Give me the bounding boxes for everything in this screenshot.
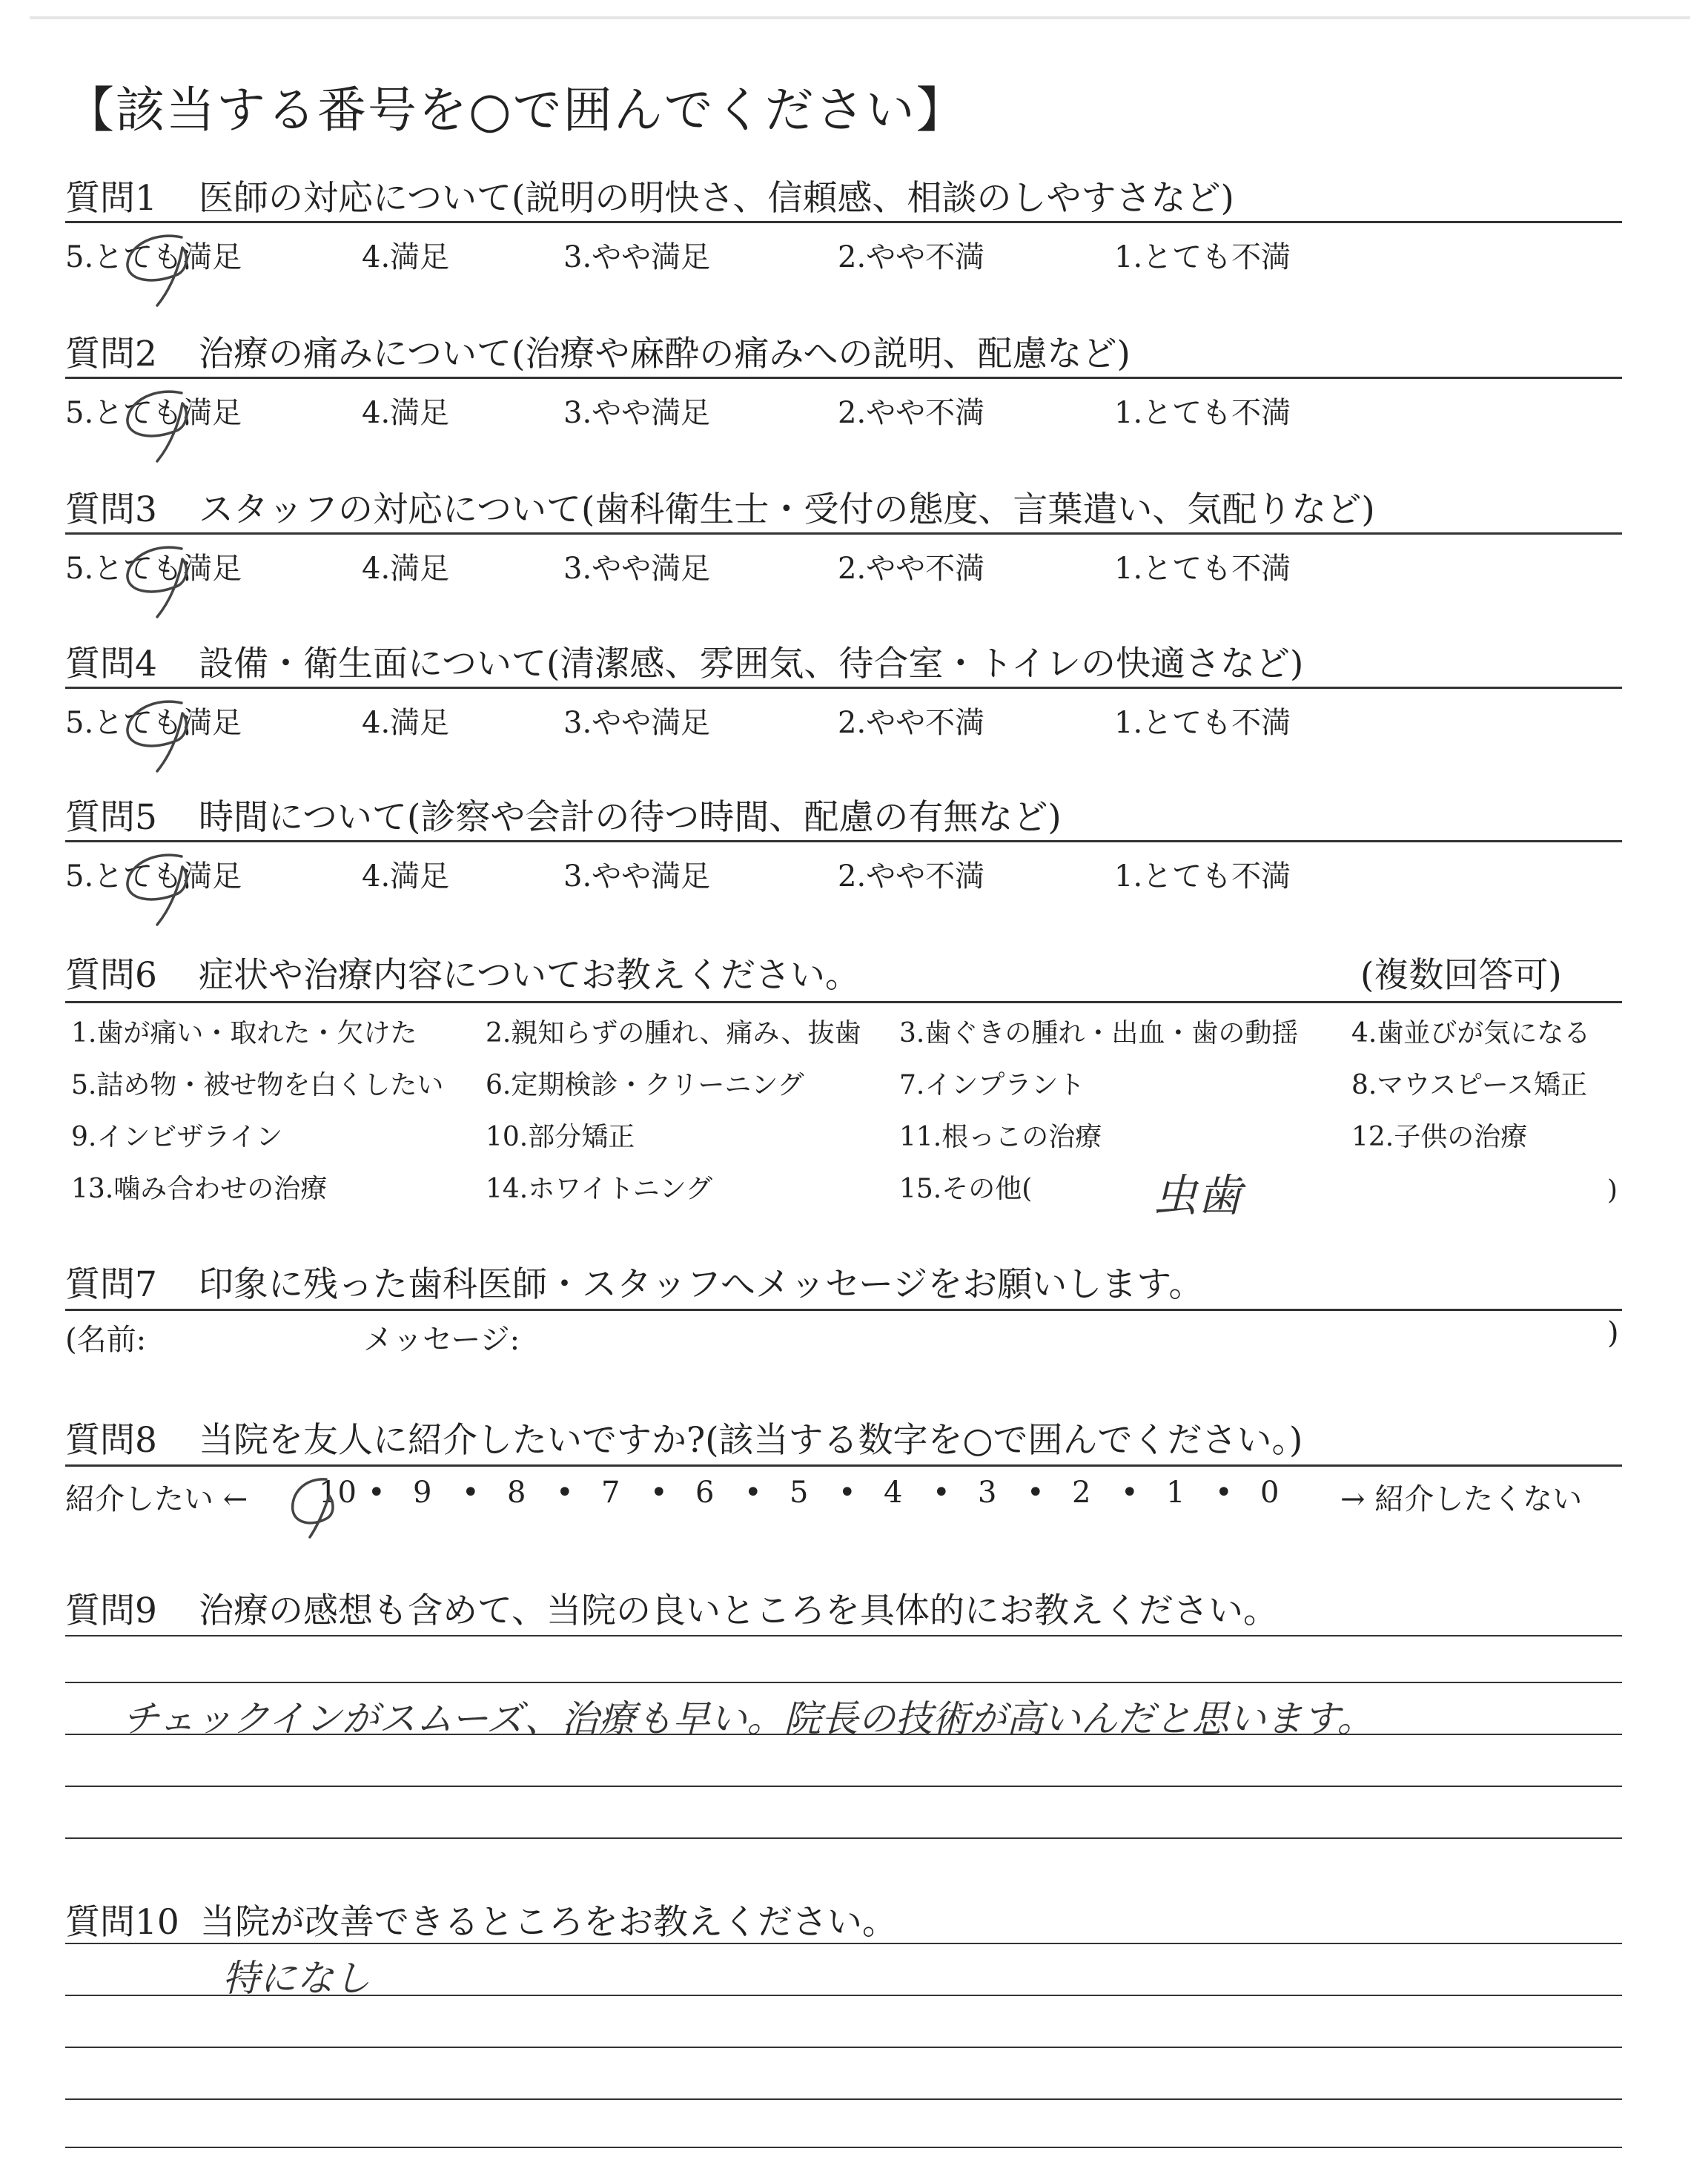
q6-option-15[interactable]: 15.その他( xyxy=(899,1174,1033,1204)
q4-option-3[interactable]: 3.やや満足 xyxy=(563,706,711,740)
q2-option-5[interactable]: 5.とても満足 xyxy=(65,396,242,430)
q5-label: 質問5 xyxy=(65,797,157,838)
q8-number-9[interactable]: 9 xyxy=(413,1476,432,1510)
q8-right-label: → 紹介したくない xyxy=(1340,1482,1583,1516)
q7-name-label: (名前: xyxy=(65,1323,147,1357)
q10-line-4 xyxy=(65,2098,1622,2100)
q6-underline xyxy=(65,1001,1622,1003)
q6-option-3[interactable]: 3.歯ぐきの腫れ・出血・歯の動揺 xyxy=(899,1018,1299,1048)
q1-option-4[interactable]: 4.満足 xyxy=(362,240,450,274)
q3-label: 質問3 xyxy=(65,489,157,530)
q6-option-13[interactable]: 13.噛み合わせの治療 xyxy=(71,1174,328,1204)
q8-separator-dot: • xyxy=(650,1476,668,1510)
q8-separator-dot: • xyxy=(838,1476,856,1510)
q8-number-4[interactable]: 4 xyxy=(884,1476,903,1510)
q5-option-5[interactable]: 5.とても満足 xyxy=(65,859,242,894)
q8-underline xyxy=(65,1464,1622,1467)
q8-number-3[interactable]: 3 xyxy=(978,1476,997,1510)
q3-option-5[interactable]: 5.とても満足 xyxy=(65,552,242,586)
q9-line-2 xyxy=(65,1682,1622,1683)
q8-separator-dot: • xyxy=(933,1476,950,1510)
q2-option-3[interactable]: 3.やや満足 xyxy=(563,396,711,430)
q8-separator-dot: • xyxy=(368,1476,385,1510)
q1-option-1[interactable]: 1.とても不満 xyxy=(1114,240,1291,274)
q6-option-4[interactable]: 4.歯並びが気になる xyxy=(1351,1018,1591,1048)
q3-underline xyxy=(65,532,1622,535)
q4-underline xyxy=(65,687,1622,689)
q8-number-5[interactable]: 5 xyxy=(790,1476,809,1510)
q1-option-2[interactable]: 2.やや不満 xyxy=(838,240,985,274)
q4-option-2[interactable]: 2.やや不満 xyxy=(838,706,985,740)
q7-message-label: メッセージ: xyxy=(363,1323,520,1357)
q8-separator-dot: • xyxy=(1215,1476,1233,1510)
q5-text: 時間について(診察や会計の待つ時間、配慮の有無など) xyxy=(199,797,1062,838)
q5-option-4[interactable]: 4.満足 xyxy=(362,859,450,894)
q2-option-4[interactable]: 4.満足 xyxy=(362,396,450,430)
q10-line-3 xyxy=(65,2047,1622,2048)
q7-text: 印象に残った歯科医師・スタッフへメッセージをお願いします。 xyxy=(199,1264,1204,1305)
q9-line-1 xyxy=(65,1635,1622,1636)
q6-option-2[interactable]: 2.親知らずの腫れ、痛み、抜歯 xyxy=(486,1018,861,1048)
q8-number-10[interactable]: 10 xyxy=(319,1476,357,1510)
q10-line-5 xyxy=(65,2147,1622,2148)
q8-selection-mark xyxy=(282,1472,348,1539)
q2-selection-mark xyxy=(111,371,208,467)
q7-close: ) xyxy=(1607,1316,1619,1350)
form-heading: 【該当する番号を○で囲んでください】 xyxy=(65,82,967,139)
q10-answer: 特になし xyxy=(222,1957,371,2000)
q9-answer: チェックインがスムーズ、治療も早い。院長の技術が高いんだと思います。 xyxy=(122,1697,1374,1740)
q1-underline xyxy=(65,221,1622,223)
q6-note: (複数回答可) xyxy=(1360,955,1562,996)
q6-option-9[interactable]: 9.インビザライン xyxy=(71,1122,283,1152)
q2-option-1[interactable]: 1.とても不満 xyxy=(1114,396,1291,430)
q5-option-2[interactable]: 2.やや不満 xyxy=(838,859,985,894)
q3-option-4[interactable]: 4.満足 xyxy=(362,552,450,586)
q8-number-6[interactable]: 6 xyxy=(695,1476,715,1510)
q3-selection-mark xyxy=(111,526,208,623)
q9-label: 質問9 xyxy=(65,1591,157,1631)
q8-number-2[interactable]: 2 xyxy=(1072,1476,1091,1510)
q2-label: 質問2 xyxy=(65,334,157,374)
q8-separator-dot: • xyxy=(556,1476,574,1510)
q6-option-12[interactable]: 12.子供の治療 xyxy=(1351,1122,1528,1152)
q3-text: スタッフの対応について(歯科衛生士・受付の態度、言葉遣い、気配りなど) xyxy=(199,489,1375,530)
q4-option-5[interactable]: 5.とても満足 xyxy=(65,706,242,740)
q4-selection-mark xyxy=(111,681,208,777)
q5-selection-mark xyxy=(111,834,208,931)
q1-text: 医師の対応について(説明の明快さ、信頼感、相談のしやすさなど) xyxy=(199,178,1234,219)
q6-other-close: ) xyxy=(1607,1175,1618,1206)
q7-label: 質問7 xyxy=(65,1264,157,1305)
q5-option-3[interactable]: 3.やや満足 xyxy=(563,859,711,894)
q6-other-answer: 虫歯 xyxy=(1153,1170,1242,1222)
q1-label: 質問1 xyxy=(65,178,157,219)
q10-label: 質問10 xyxy=(65,1902,179,1943)
q3-option-3[interactable]: 3.やや満足 xyxy=(563,552,711,586)
q10-line-1 xyxy=(65,1943,1622,1944)
q9-line-5 xyxy=(65,1837,1622,1839)
q6-label: 質問6 xyxy=(65,955,157,996)
q6-option-8[interactable]: 8.マウスピース矯正 xyxy=(1351,1070,1588,1100)
q8-number-0[interactable]: 0 xyxy=(1260,1476,1280,1510)
q1-option-5[interactable]: 5.とても満足 xyxy=(65,240,242,274)
q8-label: 質問8 xyxy=(65,1420,157,1461)
q8-separator-dot: • xyxy=(462,1476,480,1510)
q6-option-7[interactable]: 7.インプラント xyxy=(899,1070,1085,1100)
q2-text: 治療の痛みについて(治療や麻酔の痛みへの説明、配慮など) xyxy=(199,334,1131,374)
q4-option-4[interactable]: 4.満足 xyxy=(362,706,450,740)
q6-option-1[interactable]: 1.歯が痛い・取れた・欠けた xyxy=(71,1018,417,1048)
q3-option-1[interactable]: 1.とても不満 xyxy=(1114,552,1291,586)
q8-number-8[interactable]: 8 xyxy=(507,1476,526,1510)
q6-option-5[interactable]: 5.詰め物・被せ物を白くしたい xyxy=(71,1070,444,1100)
q9-text: 治療の感想も含めて、当院の良いところを具体的にお教えください。 xyxy=(199,1591,1279,1631)
q8-separator-dot: • xyxy=(1027,1476,1045,1510)
q4-option-1[interactable]: 1.とても不満 xyxy=(1114,706,1291,740)
q8-separator-dot: • xyxy=(744,1476,762,1510)
scan-top-edge xyxy=(30,16,1690,19)
q6-option-6[interactable]: 6.定期検診・クリーニング xyxy=(486,1070,804,1100)
q6-option-10[interactable]: 10.部分矯正 xyxy=(486,1122,635,1152)
q2-underline xyxy=(65,377,1622,379)
q8-left-label: 紹介したい ← xyxy=(65,1482,248,1516)
q3-option-2[interactable]: 2.やや不満 xyxy=(838,552,985,586)
q4-text: 設備・衛生面について(清潔感、雰囲気、待合室・トイレの快適さなど) xyxy=(199,644,1304,684)
q8-separator-dot: • xyxy=(1121,1476,1139,1510)
q6-text: 症状や治療内容についてお教えください。 xyxy=(199,955,861,996)
q1-selection-mark xyxy=(111,215,208,311)
q8-number-1[interactable]: 1 xyxy=(1166,1476,1185,1510)
q10-text: 当院が改善できるところをお教えください。 xyxy=(200,1902,897,1943)
q6-option-11[interactable]: 11.根っこの治療 xyxy=(899,1122,1102,1152)
q6-option-14[interactable]: 14.ホワイトニング xyxy=(486,1174,713,1204)
q9-line-4 xyxy=(65,1786,1622,1787)
q5-underline xyxy=(65,840,1622,842)
q1-option-3[interactable]: 3.やや満足 xyxy=(563,240,711,274)
q4-label: 質問4 xyxy=(65,644,157,684)
q8-text: 当院を友人に紹介したいですか?(該当する数字を○で囲んでください。) xyxy=(199,1420,1303,1461)
q7-underline xyxy=(65,1309,1622,1311)
q5-option-1[interactable]: 1.とても不満 xyxy=(1114,859,1291,894)
q2-option-2[interactable]: 2.やや不満 xyxy=(838,396,985,430)
q8-number-7[interactable]: 7 xyxy=(601,1476,620,1510)
